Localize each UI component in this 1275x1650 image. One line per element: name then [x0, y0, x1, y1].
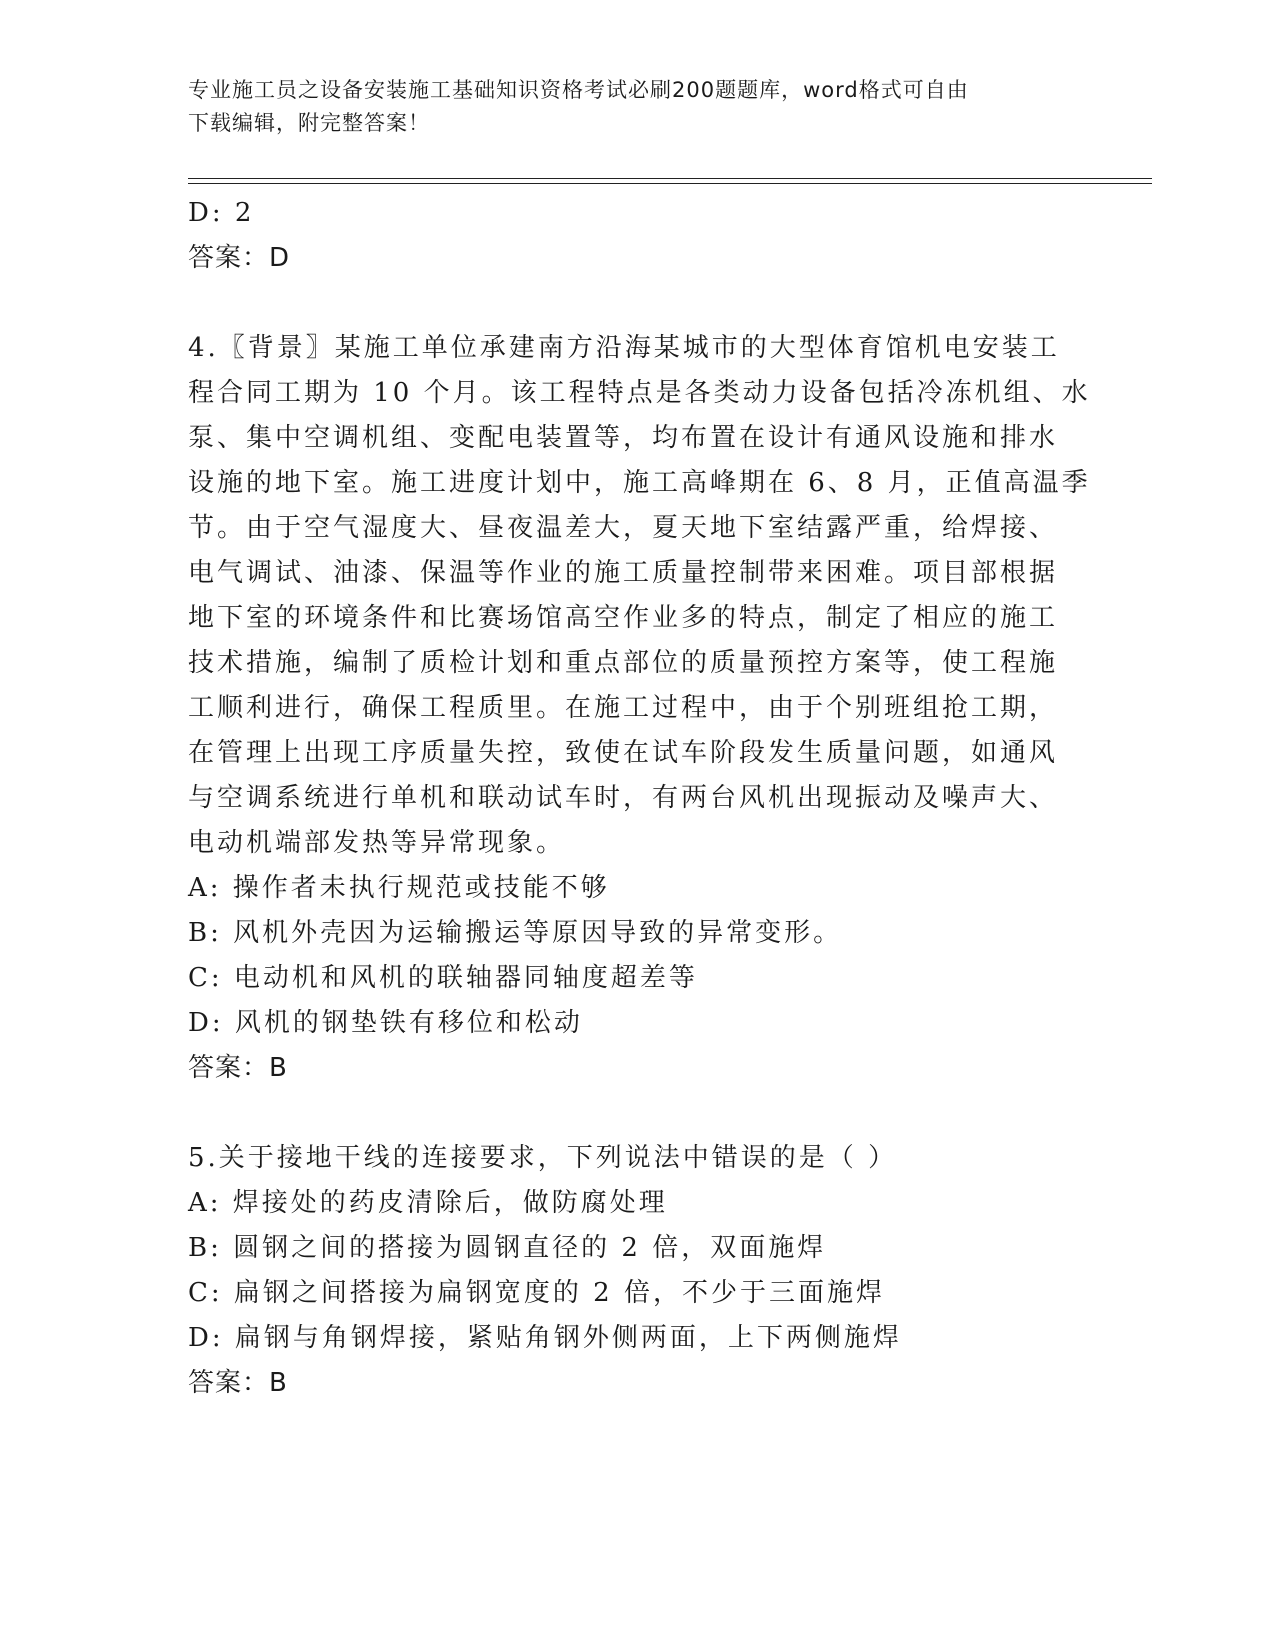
q4-option-a: A: 操作者未执行规范或技能不够: [188, 873, 610, 903]
q5-option-a: A: 焊接处的药皮清除后，做防腐处理: [188, 1188, 668, 1218]
spacer: [188, 1091, 1088, 1136]
q4-stem-line: 程合同工期为 10 个月。该工程特点是各类动力设备包括冷冻机组、水: [188, 378, 1091, 408]
q5-stem: 5.关于接地干线的连接要求，下列说法中错误的是（ ）: [188, 1143, 898, 1173]
document-body: [188, 191, 1091, 1406]
q4-stem-line: 技术措施，编制了质检计划和重点部位的质量预控方案等，使工程施: [188, 648, 1059, 678]
document-header: [188, 74, 1068, 140]
question-4: [188, 326, 1091, 1091]
q5-option-d: D: 扁钢与角钢焊接，紧贴角钢外侧两面，上下两侧施焊: [188, 1323, 902, 1353]
q4-stem-line: 地下室的环境条件和比赛场馆高空作业多的特点，制定了相应的施工: [188, 603, 1059, 633]
q4-answer: 答案：B: [188, 1053, 288, 1083]
q4-stem-line: 设施的地下室。施工进度计划中，施工高峰期在 6、8 月，正值高温季: [188, 468, 1091, 498]
q4-stem-line: 电气调试、油漆、保温等作业的施工质量控制带来困难。项目部根据: [188, 558, 1059, 588]
q4-option-b: B: 风机外壳因为运输搬运等原因导致的异常变形。: [188, 918, 843, 948]
q4-stem-line: 节。由于空气湿度大、昼夜温差大，夏天地下室结露严重，给焊接、: [188, 513, 1059, 543]
header-line-1: 专业施工员之设备安装施工基础知识资格考试必刷200题题库，word格式可自由: [188, 78, 969, 102]
q5-option-c: C: 扁钢之间搭接为扁钢宽度的 2 倍，不少于三面施焊: [188, 1278, 885, 1308]
question-3-tail: [188, 191, 1088, 281]
header-line-2: 下载编辑，附完整答案！: [188, 111, 430, 135]
q5-answer: 答案：B: [188, 1368, 288, 1398]
q4-stem-line: 工顺利进行，确保工程质里。在施工过程中，由于个别班组抢工期，: [188, 693, 1059, 723]
question-5: [188, 1136, 1088, 1406]
q5-option-b: B: 圆钢之间的搭接为圆钢直径的 2 倍，双面施焊: [188, 1233, 827, 1263]
q3-option-d: D: 2: [188, 198, 255, 228]
q4-option-d: D: 风机的钢垫铁有移位和松动: [188, 1008, 583, 1038]
q3-answer: 答案：D: [188, 243, 291, 273]
q4-stem-line: 电动机端部发热等异常现象。: [188, 828, 566, 858]
q4-option-c: C: 电动机和风机的联轴器同轴度超差等: [188, 963, 698, 993]
q4-stem-line: 与空调系统进行单机和联动试车时，有两台风机出现振动及噪声大、: [188, 783, 1059, 813]
header-divider-bottom: [188, 183, 1152, 184]
q4-stem-line: 4.〖背景〗某施工单位承建南方沿海某城市的大型体育馆机电安装工: [188, 333, 1060, 363]
spacer: [188, 281, 1088, 326]
q4-stem-line: 泵、集中空调机组、变配电装置等，均布置在设计有通风设施和排水: [188, 423, 1059, 453]
header-divider-top: [188, 178, 1152, 179]
q4-stem-line: 在管理上出现工序质量失控，致使在试车阶段发生质量问题，如通风: [188, 738, 1059, 768]
